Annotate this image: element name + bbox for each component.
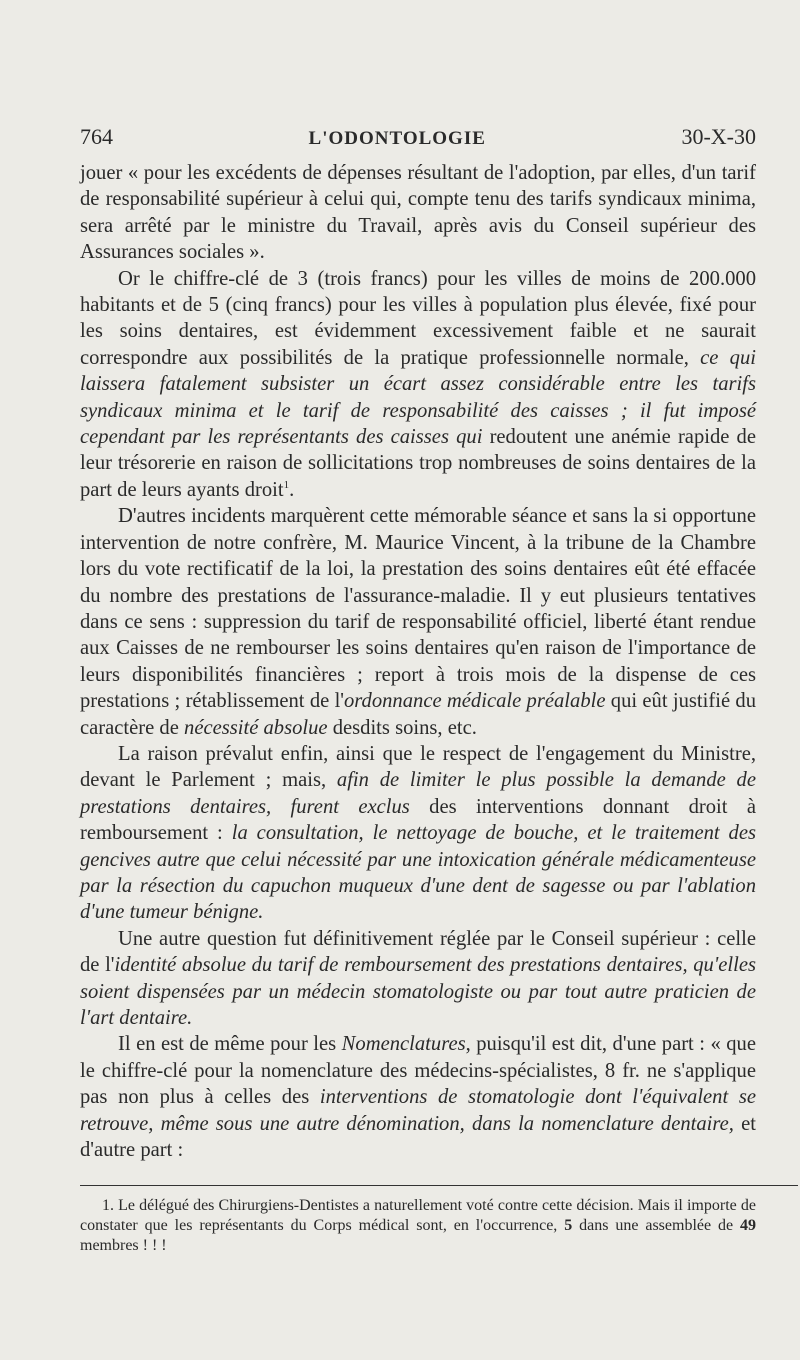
bold-text: 49 (740, 1217, 757, 1235)
text-run: redoutent une anémie rapide de leur trésorerie en raison de sollicitations trop nombreuses de soins dentaires de la part de leurs ayants droit (80, 426, 756, 501)
text-run: D'autres incidents marquèrent cette mémorable séance et sans la si opportune intervention de notre confrère, M. Maurice Vincent, à la tribune de la Chambre lors du vote rectificatif de la loi, la prestation des soins dentaires eût été effacée du nombre des prestations de l'assurance-maladie. Il y eut plusieurs tentatives dans ce sens : suppression du tarif de responsabilité officiel, liberté étant rendue aux Caisses de ne rembourser les soins dentaires qu'en raison de l'importance de leurs disponibilités financières ; report à trois mois de la dispense de ces prestations ; rétablissement de l' (80, 505, 756, 713)
running-header (80, 124, 756, 160)
text-run: membres ! ! ! (80, 1237, 167, 1255)
page-number: 764 (80, 124, 113, 149)
italic-text: interventions de stomatologie dont l'équivalent se retrouve, même sous une autre dénomination, dans la nomenclature dentaire, (80, 1086, 756, 1135)
text-run: qui eût justifié du caractère de (80, 690, 756, 739)
italic-text: identité absolue du tarif de remboursement des prestations dentaires, qu'elles soient dispensées par un médecin stomatologiste ou par tout autre praticien de l'art dentaire. (80, 954, 756, 1029)
paragraph (80, 926, 756, 1032)
italic-text: la consultation, le nettoyage de bouche, et le traitement des gencives autre que celui nécessité par une intoxication générale médicamenteuse par la résection du capuchon muqueux d'une dent de sagesse ou par l'ablation d'une tumeur bénigne. (80, 822, 756, 924)
text-run: La raison prévalut enfin, ainsi que le respect de l'engagement du Ministre, devant le Parlement ; mais, (80, 742, 756, 792)
italic-text: ordonnance médicale préalable (344, 690, 606, 713)
paragraph (80, 1031, 756, 1163)
paragraph (80, 741, 756, 926)
text-run: , puisqu'il est dit, d'une part : « que le chiffre-clé pour la nomenclature des médecins-spécialistes, 8 fr. ne s'applique pas non plus à celles des (80, 1033, 756, 1109)
text-run: des interventions donnant droit à remboursement : (80, 795, 756, 845)
bold-text: 5 (564, 1217, 573, 1235)
text-run: Une autre question fut définitivement réglée par le Conseil supérieur : celle de l' (80, 927, 756, 977)
footnote-text (80, 1196, 756, 1256)
text-run: Il en est de même pour les (118, 1033, 342, 1056)
paragraph (80, 160, 756, 266)
text-run: Or le chiffre-clé de 3 (trois francs) pour les villes de moins de 200.000 habitants et de 5 (cinq francs) pour les villes à population plus élevée, fixé pour les soins dentaires, est évidemment excessivement faible et ne saurait correspondre aux possibilités de la pratique professionnelle normale, (80, 267, 756, 369)
text-run: 1. Le délégué des Chirurgiens-Dentistes a naturellement voté contre cette décision. Mais il importe de constater que les représentants du Corps médical sont, en l'occurrence, (80, 1197, 756, 1235)
italic-text: nécessité absolue (184, 716, 328, 739)
footnote-ref: 1 (283, 479, 290, 492)
text-run: . (289, 478, 295, 501)
paragraph (80, 266, 756, 504)
paragraph (80, 503, 756, 741)
article-body (80, 160, 756, 1163)
footnote (80, 1196, 756, 1256)
text-run: desdits soins, etc. (327, 716, 477, 739)
text-run: jouer « pour les excédents de dépenses résultant de l'adoption, par elles, d'un tarif de responsabilité supérieur à celui qui, compte tenu des tarifs syndicaux minima, sera arrêté par le ministre du Travail, après avis du Conseil supérieur des Assurances sociales ». (80, 162, 756, 264)
journal-title: L'ODONTOLOGIE (308, 128, 486, 149)
text-run: dans une assemblée de (572, 1217, 741, 1235)
issue-date: 30-X-30 (681, 124, 756, 149)
footnote-divider (80, 1185, 798, 1186)
italic-text: afin de limiter le plus possible la demande de prestations dentaires, furent exclus (80, 769, 756, 818)
text-run: et d'autre part : (80, 1112, 756, 1162)
italic-text: ce qui laissera fatalement subsister un écart assez considérable entre les tarifs syndicaux minima et le tarif de responsabilité des caisses ; il fut imposé cependant par les représentants des caisses qui (80, 346, 756, 449)
italic-text: Nomenclatures (341, 1033, 466, 1056)
